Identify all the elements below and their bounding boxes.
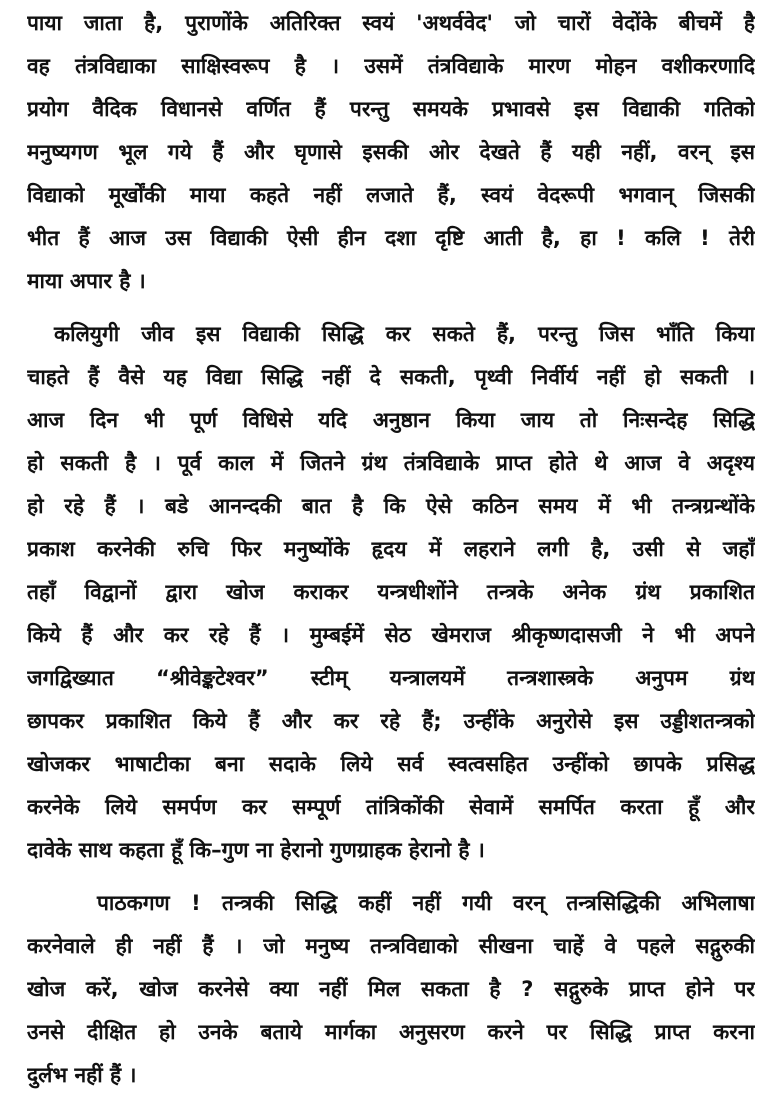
- text-line: दावेके साथ कहता हूँ कि–गुण ना हेरानो गुणग्राहक हेरानो है ।: [27, 838, 485, 862]
- text-line: दुर्लभ नहीं हैं ।: [27, 1063, 137, 1087]
- text-line: प्रकाश करनेकी रुचि फिर मनुष्योंके हृदय में लहराने लगी है, उसी से जहाँ: [27, 537, 755, 561]
- text-line: माया अपार है ।: [27, 269, 146, 293]
- text-line: किये हैं और कर रहे हैं । मुम्बईमें सेठ खेमराज श्रीकृष्णदासजी ने भी अपने: [27, 623, 755, 647]
- paragraph-1: [27, 2, 755, 303]
- text-line: तहाँ विद्वानों द्वारा खोज कराकर यन्त्रधीशोंने तन्त्रके अनेक ग्रंथ प्रकाशित: [27, 580, 755, 604]
- text-line: भीत हैं आज उस विद्याकी ऐसी हीन दशा दृष्टि आती है, हा ! कलि ! तेरी: [27, 226, 755, 250]
- text-line: विद्याको मूर्खोंकी माया कहते नहीं लजाते हैं, स्वयं वेदरूपी भगवान् जिसकी: [27, 183, 755, 207]
- text-line: वह तंत्रविद्याका साक्षिस्वरूप है । उसमें तंत्रविद्याके मारण मोहन वशीकरणादि: [27, 54, 755, 78]
- text-line: पाठकगण ! तन्त्रकी सिद्धि कहीं नहीं गयी वरन् तन्त्रसिद्धिकी अभिलाषा: [97, 891, 755, 915]
- document-page: [27, 2, 755, 1097]
- text-line: उनसे दीक्षित हो उनके बताये मार्गका अनुसरण करने पर सिद्धि प्राप्त करना: [27, 1020, 755, 1044]
- paragraph-spacer: [27, 872, 755, 882]
- text-line: मनुष्यगण भूल गये हैं और घृणासे इसकी ओर देखते हैं यही नहीं, वरन् इस: [27, 140, 755, 164]
- text-line: करनेके लिये समर्पण कर सम्पूर्ण तांत्रिकोंकी सेवामें समर्पित करता हूँ और: [27, 795, 755, 819]
- text-line: आज दिन भी पूर्ण विधिसे यदि अनुष्ठान किया जाय तो निःसन्देह सिद्धि: [27, 408, 755, 432]
- text-line: कलियुगी जीव इस विद्याकी सिद्धि कर सकते हैं, परन्तु जिस भाँति किया: [54, 322, 755, 346]
- text-line: करनेवाले ही नहीं हैं । जो मनुष्य तन्त्रविद्याको सीखना चाहें वे पहले सद्गुरुकी: [27, 934, 755, 958]
- paragraph-spacer: [27, 303, 755, 313]
- paragraph-2: [27, 313, 755, 872]
- text-line: छापकर प्रकाशित किये हैं और कर रहे हैं; उन्हींके अनुरोसे इस उड्डीशतन्त्रको: [27, 709, 755, 733]
- text-line: हो सकती है । पूर्व काल में जितने ग्रंथ तंत्रविद्याके प्राप्त होते थे आज वे अदृश्य: [27, 451, 755, 475]
- text-line: खोज करें, खोज करनेसे क्या नहीं मिल सकता है ? सद्गुरुके प्राप्त होने पर: [27, 977, 755, 1001]
- text-line: हो रहे हैं । बडे आनन्दकी बात है कि ऐसे कठिन समय में भी तन्त्रग्रन्थोंके: [27, 494, 755, 518]
- text-line: चाहते हैं वैसे यह विद्या सिद्धि नहीं दे सकती, पृथ्वी निर्वीर्य नहीं हो सकती ।: [27, 365, 755, 389]
- text-line: प्रयोग वैदिक विधानसे वर्णित हैं परन्तु समयके प्रभावसे इस विद्याकी गतिको: [27, 97, 755, 121]
- text-line: जगद्विख्यात “श्रीवेङ्कटेश्वर” स्टीम् यन्त्रालयमें तन्त्रशास्त्रके अनुपम ग्रंथ: [27, 666, 755, 690]
- paragraph-3: [27, 882, 755, 1097]
- text-line: खोजकर भाषाटीका बना सदाके लिये सर्व स्वत्वसहित उन्हींको छापके प्रसिद्ध: [27, 752, 755, 776]
- text-line: पाया जाता है, पुराणोंके अतिरिक्त स्वयं 'अथर्ववेद' जो चारों वेदोंके बीचमें है: [27, 11, 755, 35]
